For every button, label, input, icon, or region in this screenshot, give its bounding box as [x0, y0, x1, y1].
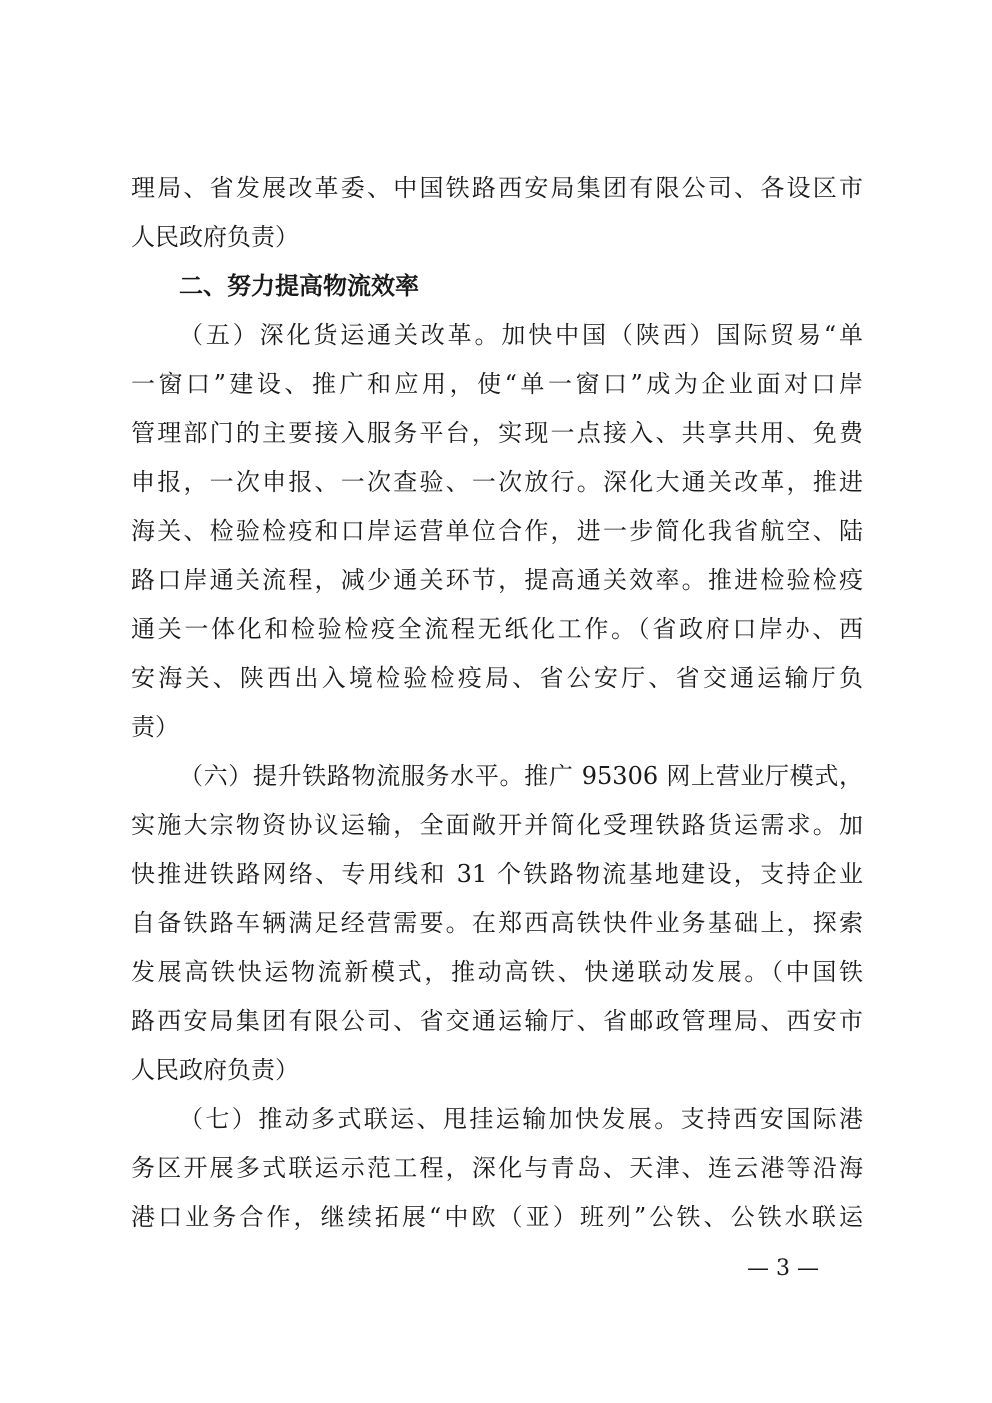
- section-heading: 二、努力提高物流效率: [179, 272, 419, 300]
- page-number: — 3 —: [747, 1256, 819, 1281]
- text-line: 管理部门的主要接入服务平台，实现一点接入、共享共用、免费: [131, 419, 863, 447]
- text-line: 路口岸通关流程，减少通关环节，提高通关效率。推进检验检疫: [131, 566, 863, 594]
- text-line: 路西安局集团有限公司、省交通运输厅、省邮政管理局、西安市: [131, 1007, 863, 1035]
- text-line: 通关一体化和检验检疫全流程无纸化工作。（省政府口岸办、西: [131, 615, 863, 643]
- text-line: 务区开展多式联运示范工程，深化与青岛、天津、连云港等沿海: [131, 1154, 863, 1182]
- text-line: 理局、省发展改革委、中国铁路西安局集团有限公司、各设区市: [131, 174, 863, 202]
- text-line: 申报，一次申报、一次查验、一次放行。深化大通关改革，推进: [131, 468, 863, 496]
- text-line: 人民政府负责）: [131, 1056, 299, 1084]
- text-line: 港口业务合作，继续拓展“中欧（亚）班列”公铁、公铁水联运: [131, 1203, 863, 1231]
- text-line: 一窗口”建设、推广和应用，使“单一窗口”成为企业面对口岸: [131, 370, 863, 398]
- text-line: 责）: [131, 713, 179, 741]
- paragraph-first-line: （七）推动多式联运、甩挂运输加快发展。支持西安国际港: [179, 1105, 863, 1133]
- text-line: 快推进铁路网络、专用线和 31 个铁路物流基地建设，支持企业: [131, 860, 863, 888]
- paragraph-first-line: （五）深化货运通关改革。加快中国（陕西）国际贸易“单: [179, 321, 863, 349]
- text-line: 人民政府负责）: [131, 223, 299, 251]
- text-line: 发展高铁快运物流新模式，推动高铁、快递联动发展。（中国铁: [131, 958, 863, 986]
- text-line: 实施大宗物资协议运输，全面敞开并简化受理铁路货运需求。加: [131, 811, 863, 839]
- text-line: 海关、检验检疫和口岸运营单位合作，进一步简化我省航空、陆: [131, 517, 863, 545]
- paragraph-first-line: （六）提升铁路物流服务水平。推广 95306 网上营业厅模式，: [179, 762, 863, 790]
- text-line: 安海关、陕西出入境检验检疫局、省公安厅、省交通运输厅负: [131, 664, 863, 692]
- document-body: [131, 164, 863, 1242]
- text-line: 自备铁路车辆满足经营需要。在郑西高铁快件业务基础上，探索: [131, 909, 863, 937]
